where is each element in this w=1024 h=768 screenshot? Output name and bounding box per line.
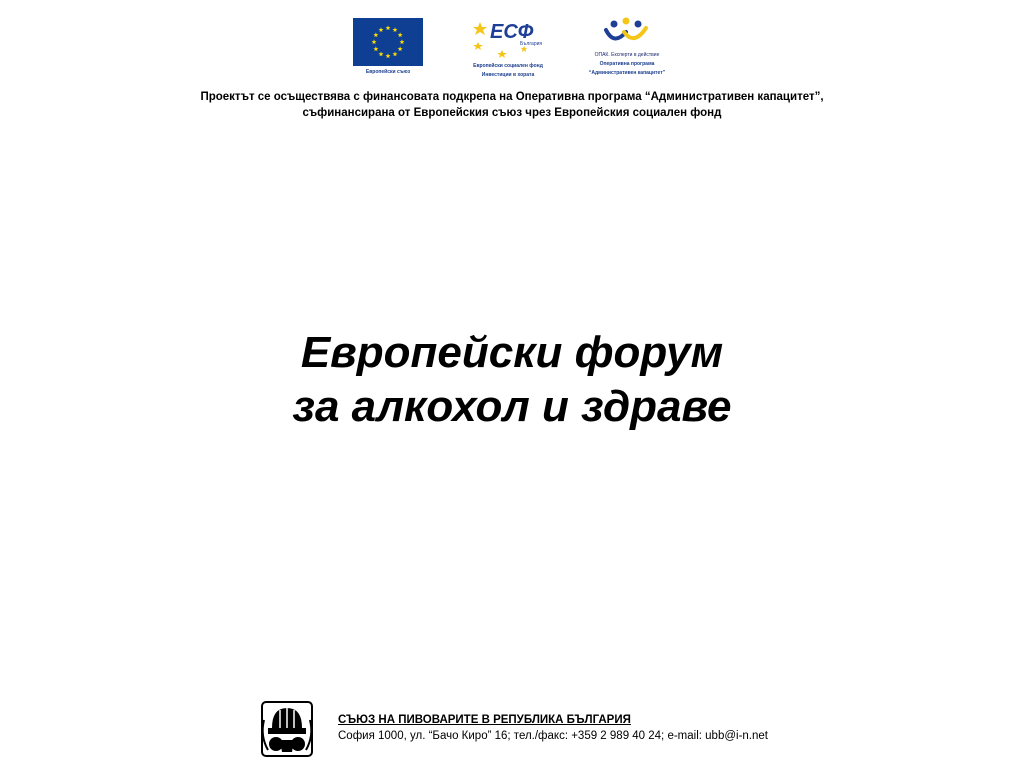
organization-info xyxy=(338,713,768,743)
funding-statement xyxy=(0,89,1024,121)
organization-name: СЪЮЗ НА ПИВОВАРИТЕ В РЕПУБЛИКА БЪЛГАРИЯ xyxy=(338,714,631,726)
eu-logo xyxy=(352,18,424,75)
esf-country: България xyxy=(520,41,543,47)
opak-caption-1: Оперативна програма xyxy=(599,61,655,67)
organization-address: София 1000, ул. “Бачо Киро” 16; тел./факс: +359 2 989 40 24; e-mail: ubb@i-n.net xyxy=(338,730,768,742)
opak-caption-2: “Административен капацитет” xyxy=(588,70,666,76)
funding-line-2: съфинансирана от Европейския съюз чрез Европейския социален фонд xyxy=(302,107,722,119)
slide-title xyxy=(0,326,1024,434)
opak-logo xyxy=(578,16,676,76)
eu-flag-icon xyxy=(353,18,423,66)
esf-caption-2: Инвестиции в хората xyxy=(481,72,535,78)
esf-mark-text: ЕСФ xyxy=(490,21,534,43)
opak-mark-icon xyxy=(578,16,676,52)
slide-title-line-2: за алкохол и здраве xyxy=(292,382,732,431)
esf-mark-icon xyxy=(466,16,550,60)
eu-caption: Европейски съюз xyxy=(365,69,411,75)
brewers-union-emblem-icon xyxy=(258,700,316,758)
funding-line-1: Проектът се осъществява с финансовата подкрепа на Оперативна програма “Административен капацитет”, xyxy=(200,91,824,103)
slide-title-line-1: Европейски форум xyxy=(300,328,724,377)
footer xyxy=(258,700,838,758)
esf-logo xyxy=(466,16,550,78)
opak-tagline: ОПАК. Експерти в действие xyxy=(594,52,660,58)
esf-caption-1: Европейски социален фонд xyxy=(473,63,543,69)
